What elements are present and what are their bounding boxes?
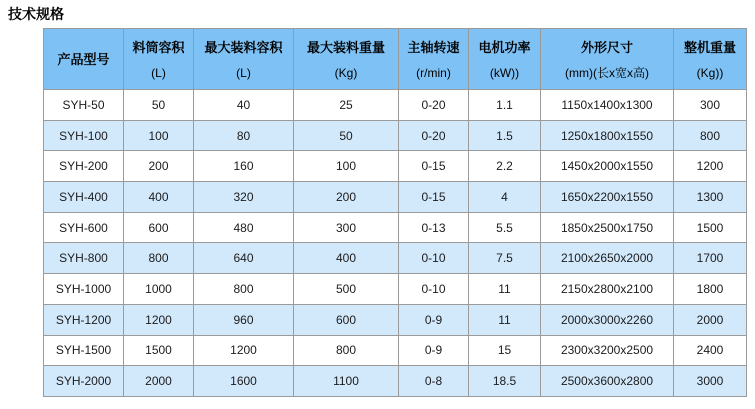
- value-cell: 1500: [124, 335, 194, 366]
- column-header-unit: (L): [151, 66, 166, 80]
- model-cell: SYH-2000: [44, 366, 124, 397]
- value-cell: 0-10: [399, 243, 469, 274]
- model-cell: SYH-200: [44, 151, 124, 182]
- spec-table-body: [44, 90, 747, 397]
- column-header-unit: (L): [236, 66, 251, 80]
- table-row-SYH-1000: [44, 274, 747, 305]
- value-cell: 1100: [294, 366, 399, 397]
- value-cell: 0-15: [399, 151, 469, 182]
- value-cell: 50: [124, 90, 194, 121]
- model-cell: SYH-1200: [44, 304, 124, 335]
- column-header-unit: (mm)(长x宽x高): [565, 66, 649, 80]
- model-cell: SYH-100: [44, 120, 124, 151]
- value-cell: 1150x1400x1300: [541, 90, 674, 121]
- value-cell: 1600: [194, 366, 294, 397]
- column-header-6: [469, 29, 541, 90]
- model-cell: SYH-1500: [44, 335, 124, 366]
- value-cell: 200: [124, 151, 194, 182]
- model-cell: SYH-1000: [44, 274, 124, 305]
- value-cell: 1.5: [469, 120, 541, 151]
- value-cell: 1500: [674, 212, 747, 243]
- table-row-SYH-100: [44, 120, 747, 151]
- column-header-label: 最大装料容积: [204, 40, 283, 55]
- value-cell: 3000: [674, 366, 747, 397]
- value-cell: 1200: [674, 151, 747, 182]
- value-cell: 300: [674, 90, 747, 121]
- value-cell: 0-20: [399, 90, 469, 121]
- value-cell: 40: [194, 90, 294, 121]
- value-cell: 1450x2000x1550: [541, 151, 674, 182]
- value-cell: 80: [194, 120, 294, 151]
- column-header-8: [674, 29, 747, 90]
- column-header-unit: (kW)): [489, 66, 520, 80]
- model-cell: SYH-50: [44, 90, 124, 121]
- value-cell: 960: [194, 304, 294, 335]
- value-cell: 2500x3600x2800: [541, 366, 674, 397]
- value-cell: 0-20: [399, 120, 469, 151]
- value-cell: 2000x3000x2260: [541, 304, 674, 335]
- value-cell: 1650x2200x1550: [541, 182, 674, 213]
- value-cell: 600: [294, 304, 399, 335]
- value-cell: 1200: [124, 304, 194, 335]
- value-cell: 1850x2500x1750: [541, 212, 674, 243]
- value-cell: 2150x2800x2100: [541, 274, 674, 305]
- value-cell: 300: [294, 212, 399, 243]
- spec-table: [43, 28, 747, 397]
- column-header-label: 整机重量: [683, 40, 736, 55]
- value-cell: 480: [194, 212, 294, 243]
- value-cell: 0-9: [399, 304, 469, 335]
- value-cell: 800: [194, 274, 294, 305]
- value-cell: 2000: [674, 304, 747, 335]
- table-row-SYH-1500: [44, 335, 747, 366]
- column-header-1: [44, 29, 124, 90]
- value-cell: 0-8: [399, 366, 469, 397]
- column-header-5: [399, 29, 469, 90]
- column-header-label: 料筒容积: [132, 40, 185, 55]
- spec-table-head: [44, 29, 747, 90]
- value-cell: 0-15: [399, 182, 469, 213]
- value-cell: 1200: [194, 335, 294, 366]
- value-cell: 320: [194, 182, 294, 213]
- column-header-label: 主轴转速: [407, 40, 460, 55]
- value-cell: 2300x3200x2500: [541, 335, 674, 366]
- model-cell: SYH-800: [44, 243, 124, 274]
- table-row-SYH-50: [44, 90, 747, 121]
- table-row-SYH-600: [44, 212, 747, 243]
- value-cell: 1700: [674, 243, 747, 274]
- column-header-3: [194, 29, 294, 90]
- page-title: 技术规格: [8, 6, 64, 22]
- column-header-unit: (r/min): [416, 66, 451, 80]
- value-cell: 1000: [124, 274, 194, 305]
- model-cell: SYH-600: [44, 212, 124, 243]
- value-cell: 100: [294, 151, 399, 182]
- value-cell: 1300: [674, 182, 747, 213]
- table-row-SYH-800: [44, 243, 747, 274]
- value-cell: 800: [294, 335, 399, 366]
- value-cell: 2000: [124, 366, 194, 397]
- column-header-2: [124, 29, 194, 90]
- table-row-SYH-400: [44, 182, 747, 213]
- table-row-SYH-200: [44, 151, 747, 182]
- value-cell: 100: [124, 120, 194, 151]
- table-row-SYH-1200: [44, 304, 747, 335]
- value-cell: 1250x1800x1550: [541, 120, 674, 151]
- value-cell: 2400: [674, 335, 747, 366]
- value-cell: 600: [124, 212, 194, 243]
- column-header-7: [541, 29, 674, 90]
- value-cell: 640: [194, 243, 294, 274]
- value-cell: 2.2: [469, 151, 541, 182]
- column-header-label: 产品型号: [57, 51, 110, 67]
- value-cell: 0-9: [399, 335, 469, 366]
- column-header-label: 外形尺寸: [580, 40, 633, 55]
- value-cell: 160: [194, 151, 294, 182]
- value-cell: 500: [294, 274, 399, 305]
- column-header-unit: (Kg): [334, 66, 358, 80]
- value-cell: 0-10: [399, 274, 469, 305]
- value-cell: 11: [469, 304, 541, 335]
- value-cell: 50: [294, 120, 399, 151]
- value-cell: 5.5: [469, 212, 541, 243]
- value-cell: 18.5: [469, 366, 541, 397]
- value-cell: 1.1: [469, 90, 541, 121]
- value-cell: 0-13: [399, 212, 469, 243]
- value-cell: 1800: [674, 274, 747, 305]
- model-cell: SYH-400: [44, 182, 124, 213]
- table-row-SYH-2000: [44, 366, 747, 397]
- value-cell: 800: [674, 120, 747, 151]
- value-cell: 7.5: [469, 243, 541, 274]
- value-cell: 400: [124, 182, 194, 213]
- value-cell: 25: [294, 90, 399, 121]
- column-header-unit: (Kg)): [696, 66, 724, 80]
- value-cell: 800: [124, 243, 194, 274]
- value-cell: 15: [469, 335, 541, 366]
- value-cell: 4: [469, 182, 541, 213]
- value-cell: 11: [469, 274, 541, 305]
- value-cell: 200: [294, 182, 399, 213]
- value-cell: 400: [294, 243, 399, 274]
- value-cell: 2100x2650x2000: [541, 243, 674, 274]
- column-header-label: 最大装料重量: [306, 40, 385, 55]
- column-header-4: [294, 29, 399, 90]
- column-header-label: 电机功率: [478, 40, 531, 55]
- header-row: [44, 29, 747, 90]
